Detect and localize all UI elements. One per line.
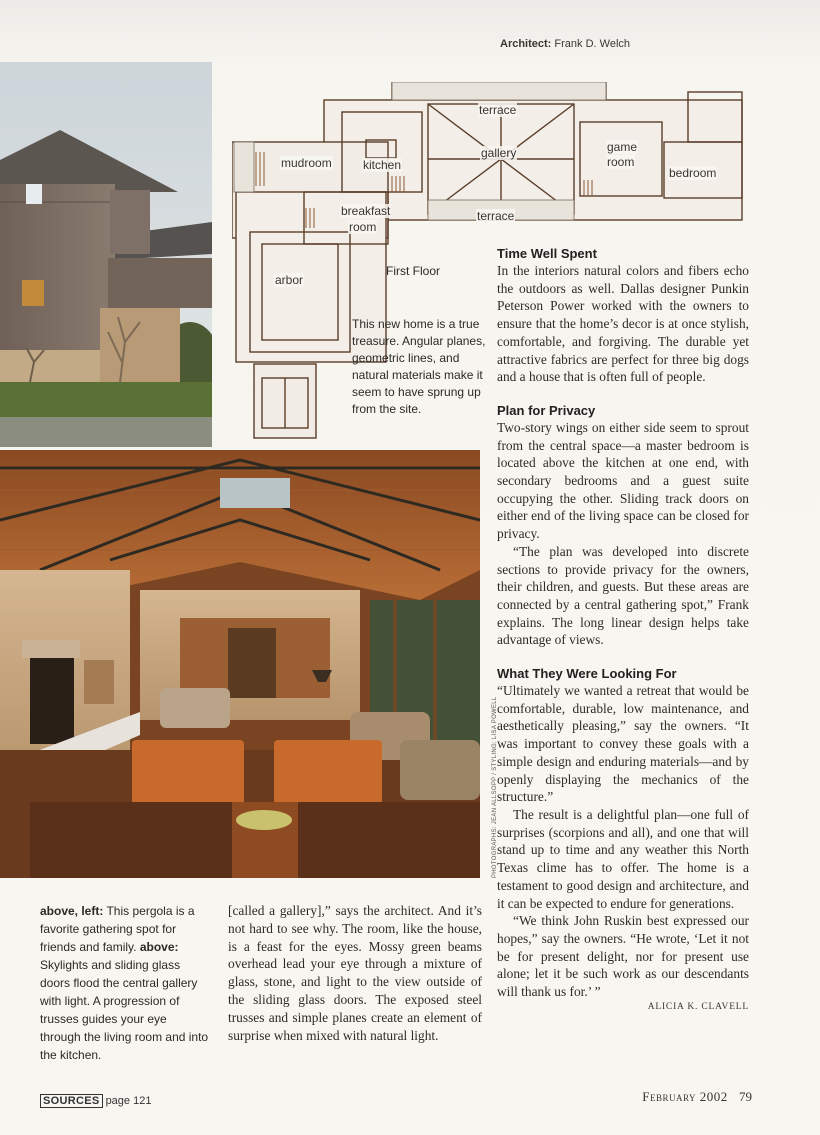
author-byline: ALICIA K. CLAVELL: [647, 1001, 749, 1012]
sources-page: page 121: [105, 1095, 152, 1107]
section-paragraph: “We think John Ruskin best expressed our hopes,” say the owners. “He wrote, ‘Let it not be for present delight, nor for present use alone; let it be such work as our descendants will thank us for.’ ”: [497, 913, 749, 1000]
section-what-they-were-looking-for: [497, 666, 749, 1001]
floor-plan-title: First Floor: [386, 264, 440, 278]
sources-reference[interactable]: [40, 1094, 151, 1108]
architect-label: Architect:: [500, 38, 552, 50]
exterior-photo: [0, 62, 212, 447]
page-folio: [642, 1089, 752, 1105]
section-time-well-spent: [497, 246, 749, 386]
caption-text-1: This pergola is a favorite gathering spot for friends and family.: [40, 904, 195, 954]
exterior-photo-illustration: [0, 62, 212, 447]
plan-label-kitchen: kitchen: [363, 158, 402, 172]
section-paragraph: In the interiors natural colors and fibers echo the outdoors as well. Dallas designer Punkin Peterson Power worked with the owners to ensure that the home’s decor is at once stylish, comfortable, and forgiving. The durable yet attractive fabrics are perfect for three big dogs and a house that is often full of people.: [497, 263, 749, 385]
plan-label-arbor: arbor: [275, 273, 304, 287]
plan-label-game: game: [607, 140, 638, 154]
article-right-column: [497, 246, 749, 1012]
section-paragraph: Two-story wings on either side seem to sprout from the central space—a master bedroom is located above the kitchen at one end, with secondary bedrooms and a guest suite occupying the other. Sliding track doors on either end of the living space can be closed for privacy.: [497, 419, 749, 542]
caption-lead-above: above:: [139, 940, 179, 954]
section-plan-for-privacy: [497, 403, 749, 649]
section-heading: What They Were Looking For: [497, 666, 677, 682]
interior-photo: [0, 450, 480, 878]
architect-credit: [500, 38, 630, 50]
article-body-continued: [called a gallery],” says the architect. And it’s not hard to see why. The room, like the house, is a feast for the eyes. Mossy green beams overhead lead your eye through a mixture of glass, stone, and light to the view outside of the sliding glass doors. The exposed steel trusses and simple planes create an element of surprise when mixed with natural light.: [228, 903, 482, 1043]
plan-label-terrace-bottom: terrace: [477, 209, 515, 223]
architect-name: Frank D. Welch: [554, 38, 630, 50]
plan-label-breakfast-room: room: [349, 220, 377, 234]
photo-credit-text: PHOTOGRAPHS: JEAN ALLSOPP / STYLING: LISA POWELL: [492, 696, 498, 878]
issue-date: February 2002: [642, 1089, 728, 1104]
section-paragraph: “The plan was developed into discrete sections to provide privacy for the owners, their children, and guests. But these areas are connected by a central gathering spot,” Frank explains. The long linear design helps take advantage of views.: [497, 543, 749, 648]
section-heading: Time Well Spent: [497, 246, 597, 261]
section-heading: Plan for Privacy: [497, 402, 596, 418]
plan-label-gallery: gallery: [481, 146, 517, 160]
plan-label-bedroom: bedroom: [669, 166, 717, 180]
caption-lead-above-left: above, left:: [40, 904, 104, 918]
plan-label-game-room: room: [607, 155, 635, 169]
plan-label-breakfast: breakfast: [341, 204, 391, 218]
floor-plan-caption: This new home is a true treasure. Angular planes, geometric lines, and natural materials make it seem to have sprung up from the site.: [352, 317, 486, 416]
interior-photo-illustration: [0, 450, 480, 878]
page-number: 79: [739, 1089, 752, 1104]
caption-text-2: Skylights and sliding glass doors flood the central gallery with light. A progression of trusses guides your eye through the living room and into the kitchen.: [40, 958, 209, 1062]
photo-caption: [40, 902, 210, 1064]
photo-credit: [483, 668, 498, 878]
section-paragraph: The result is a delightful plan—one full of surprises (scorpions and all), and one that will stand up to time and any weather this North Texas clime has to offer. The home is a testament to good design and architecture, and it can be expected to endure for generations.: [497, 806, 749, 911]
plan-label-terrace-top: terrace: [479, 103, 517, 117]
plan-label-mudroom: mudroom: [281, 156, 332, 170]
sources-label: SOURCES: [40, 1094, 103, 1108]
section-paragraph: “Ultimately we wanted a retreat that would be comfortable, durable, low maintenance, and aesthetically pleasing,” say the owners. “It was important to convey these goals with a simple design and enduring materials—and by openly displaying the mechanics of the structure.”: [497, 683, 749, 805]
